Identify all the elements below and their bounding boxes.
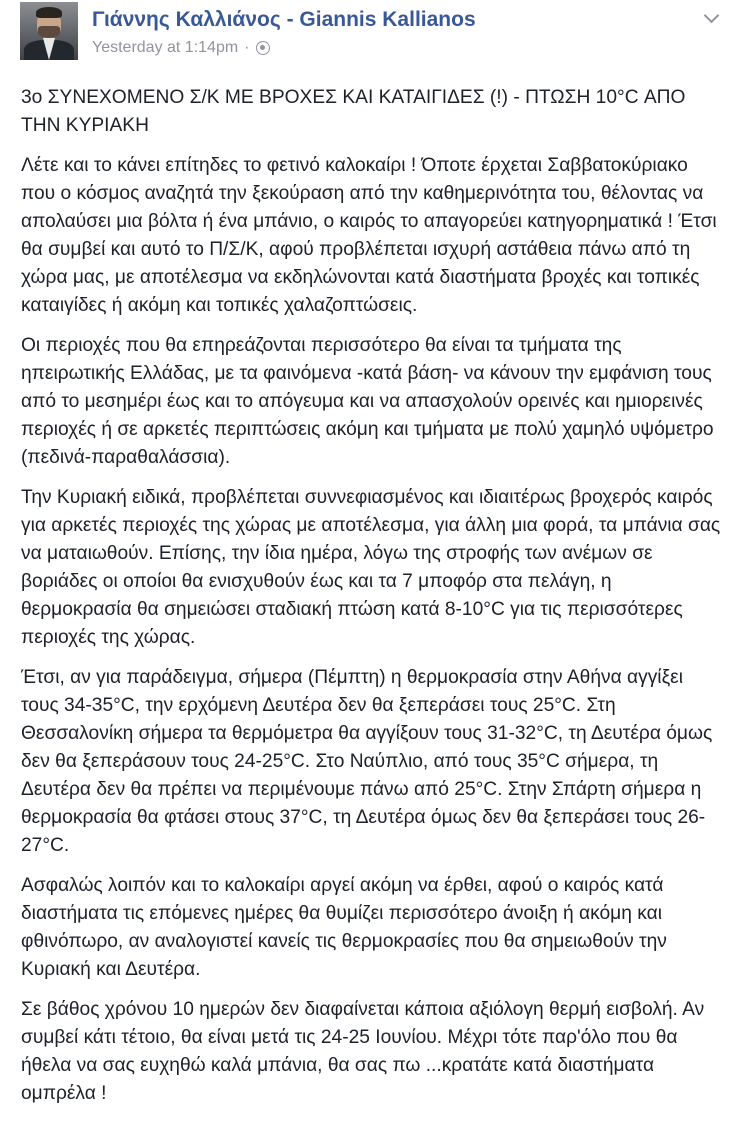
author-name[interactable]: Γιάννης Καλλιάνος - Giannis Kallianos: [92, 8, 476, 31]
avatar-hair: [36, 7, 62, 18]
post-paragraph: Οι περιοχές που θα επηρεάζονται περισσότερο θα είναι τα τμήματα της ηπειρωτικής Ελλάδας, με τα φαινόμενα -κατά βάση- να κάνουν την εμφάνιση τους από το μεσημέρι έως και το απόγευμα και να απασχολούν ορεινές και ημιορεινές περιοχές ή σε αρκετές περιπτώσεις ακόμη και τμήματα με πολύ χαμηλό υψόμετρο (πεδινά-παραθαλάσσια).: [21, 335, 714, 468]
post-timestamp[interactable]: Yesterday at 1:14pm: [92, 39, 239, 56]
avatar-beard: [38, 26, 60, 38]
post-paragraph: Σε βάθος χρόνου 10 ημερών δεν διαφαίνεται κάποια αξιόλογη θερμή εισβολή. Αν συμβεί κάτι τέτοιο, θα είναι μετά τις 24-25 Ιουνίου. Μέχρι τότε παρ'όλο που θα ήθελα να σας ευχηθώ καλά μπάνια, θα σας πω ...κρατάτε κατά διαστήματα ομπρέλα !: [21, 999, 705, 1104]
post-meta: [92, 39, 270, 57]
post-paragraph: Λέτε και το κάνει επίτηδες το φετινό καλοκαίρι ! Όποτε έρχεται Σαββατοκύριακο που ο κόσμος αναζητά την ξεκούραση από την καθημερινότητα του, θέλοντας να απολαύσει μια βόλτα ή ένα μπάνιο, ο καιρός το απαγορεύει κατηγορηματικά ! Έτσι θα συμβεί και αυτό το Π/Σ/Κ, αφού προβλέπεται ισχυρή αστάθεια πάνω από τη χώρα μας, με αποτέλεσμα να εκδηλώνονται κατά διαστήματα βροχές και τοπικές καταιγίδες ή ακόμη και τοπικές χαλαζοπτώσεις.: [21, 155, 717, 316]
author-avatar[interactable]: [20, 2, 78, 60]
meta-separator: ·: [244, 39, 250, 56]
post-paragraph: Την Κυριακή ειδικά, προβλέπεται συννεφιασμένος και ιδιαιτέρως βροχερός καιρός για αρκετές περιοχές της χώρας με αποτέλεσμα, για άλλη μια φορά, τα μπάνια σας να ματαιωθούν. Επίσης, την ίδια ημέρα, λόγω της στροφής των ανέμων σε βοριάδες οι οποίοι θα ενισχυθούν έως και τα 7 μποφόρ στα πελάγη, η θερμοκρασία θα σημειώσει σταδιακή πτώση κατά 8-10°C για τις περισσότερες περιοχές της χώρας.: [21, 487, 721, 648]
post-content: [21, 84, 723, 1120]
post-paragraph: Ασφαλώς λοιπόν και το καλοκαίρι αργεί ακόμη να έρθει, αφού ο καιρός κατά διαστήματα τις επόμενες ημέρες θα θυμίζει περισσότερο άνοιξη ή ακόμη και φθινόπωρο, αν αναλογιστεί κανείς τις θερμοκρασίες που θα σημειωθούν την Κυριακή και Δευτέρα.: [21, 875, 667, 980]
post-paragraph: Έτσι, αν για παράδειγμα, σήμερα (Πέμπτη) η θερμοκρασία στην Αθήνα αγγίξει τους 34-35°C, την ερχόμενη Δευτέρα δεν θα ξεπεράσει τους 25°C. Στη Θεσσαλονίκη σήμερα τα θερμόμετρα θα αγγίξουν τους 31-32°C, τη Δευτέρα όμως δεν θα ξεπεράσουν τους 24-25°C. Στο Ναύπλιο, από τους 35°C σήμερα, τη Δευτέρα δεν θα πρέπει να περιμένουμε πάνω από 25°C. Στην Σπάρτη σήμερα η θερμοκρασία θα φτάσει στους 37°C, τη Δευτέρα όμως δεν θα ξεπεράσει τους 26-27°C.: [21, 667, 713, 856]
post-headline: 3ο ΣΥΝΕΧΟΜΕΝΟ Σ/Κ ΜΕ ΒΡΟΧΕΣ ΚΑΙ ΚΑΤΑΙΓΙΔΕΣ (!) - ΠΤΩΣΗ 10°C ΑΠΟ ΤΗΝ ΚΥΡΙΑΚΗ: [21, 87, 686, 136]
globe-icon[interactable]: [256, 41, 270, 55]
chevron-down-icon[interactable]: [700, 8, 724, 28]
